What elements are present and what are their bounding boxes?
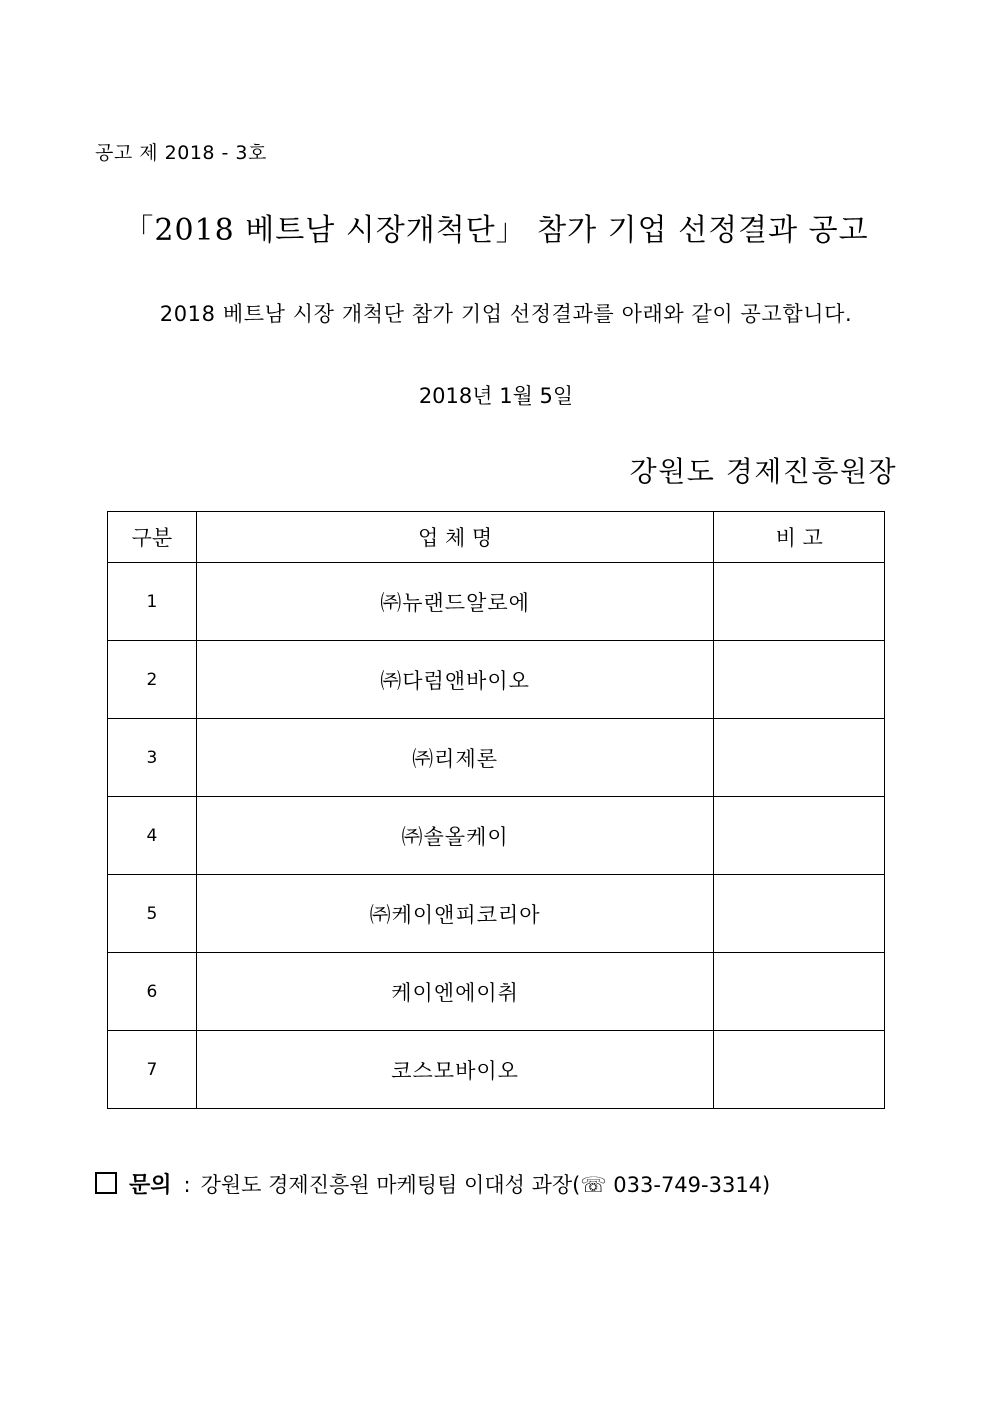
company-name: 코스모바이오: [196, 1031, 714, 1109]
intro-text: 2018 베트남 시장 개척단 참가 기업 선정결과를 아래와 같이 공고합니다.: [159, 302, 853, 326]
remarks-cell: [714, 953, 885, 1031]
issuer-name: 강원도 경제진흥원장: [629, 455, 897, 488]
checkbox-square-icon: [95, 1172, 117, 1194]
remarks-cell: [714, 719, 885, 797]
notice-number: 공고 제 2018 - 3호: [95, 142, 267, 164]
header-company-name: 업 체 명: [196, 512, 714, 563]
remarks-cell: [714, 641, 885, 719]
notice-date: 2018년 1월 5일: [418, 384, 574, 408]
contact-separator: :: [183, 1173, 191, 1197]
remarks-cell: [714, 797, 885, 875]
company-name: 케이엔에이취: [196, 953, 714, 1031]
table-row: [108, 1031, 885, 1109]
company-name: ㈜다럼앤바이오: [196, 641, 714, 719]
header-category: 구분: [108, 512, 197, 563]
row-number: 6: [108, 953, 197, 1031]
company-name: ㈜뉴랜드알로에: [196, 563, 714, 641]
remarks-cell: [714, 563, 885, 641]
row-number: 5: [108, 875, 197, 953]
remarks-cell: [714, 875, 885, 953]
table-row: [108, 797, 885, 875]
row-number: 7: [108, 1031, 197, 1109]
table-row: [108, 563, 885, 641]
table-row: [108, 719, 885, 797]
header-remarks: 비 고: [714, 512, 885, 563]
remarks-cell: [714, 1031, 885, 1109]
row-number: 4: [108, 797, 197, 875]
table-row: [108, 641, 885, 719]
row-number: 2: [108, 641, 197, 719]
table-row: [108, 875, 885, 953]
company-name: ㈜솔올케이: [196, 797, 714, 875]
company-name: ㈜리제론: [196, 719, 714, 797]
company-name: ㈜케이앤피코리아: [196, 875, 714, 953]
contact-info: [95, 1168, 770, 1199]
table-header-row: [108, 512, 885, 563]
row-number: 1: [108, 563, 197, 641]
contact-label: 문의: [129, 1172, 172, 1198]
row-number: 3: [108, 719, 197, 797]
page-title: 「2018 베트남 시장개척단」 참가 기업 선정결과 공고: [123, 213, 869, 248]
contact-text: 강원도 경제진흥원 마케팅팀 이대성 과장(☏ 033-749-3314): [200, 1173, 771, 1197]
table-row: [108, 953, 885, 1031]
selected-companies-table: [107, 511, 885, 1109]
